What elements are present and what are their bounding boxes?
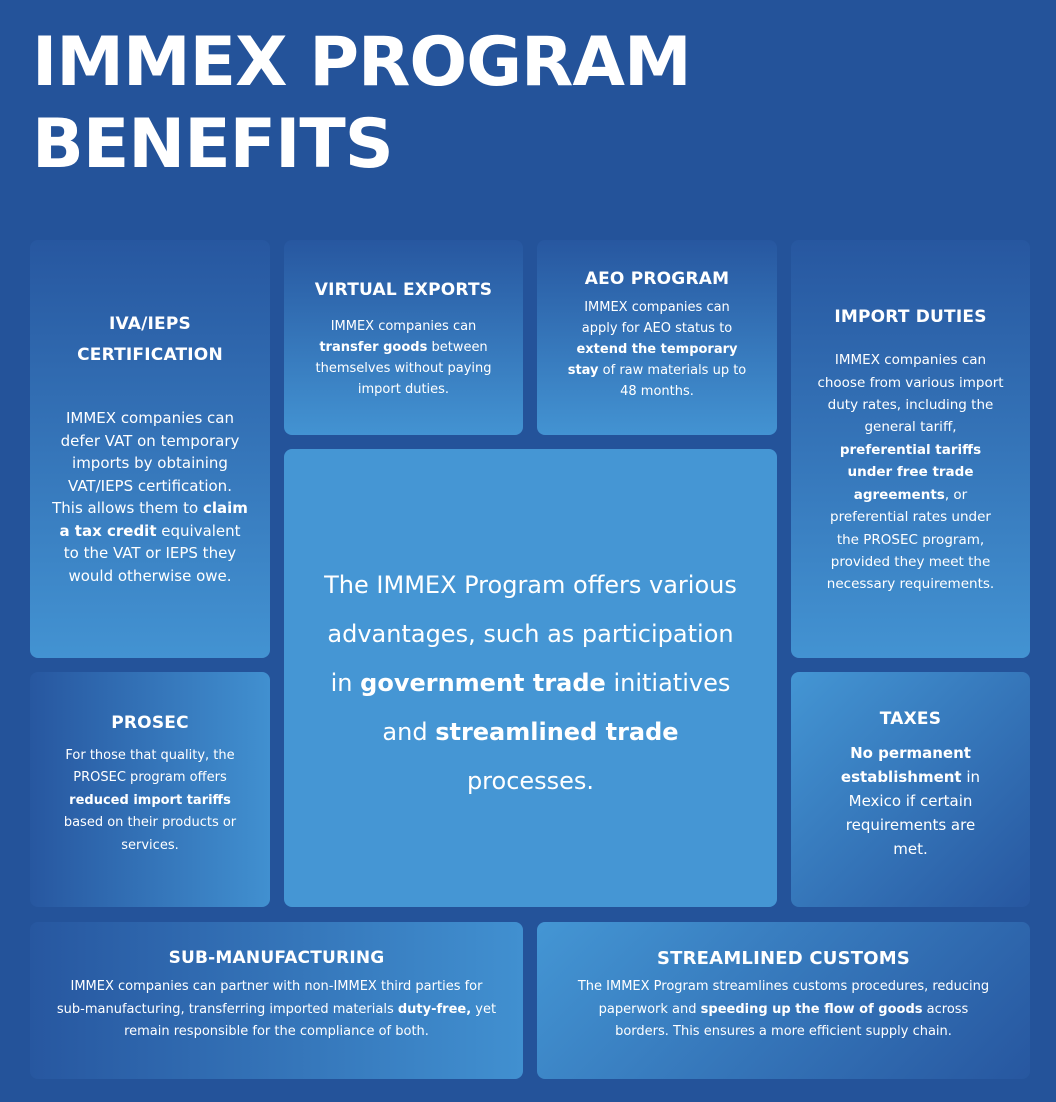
center-summary-text: The IMMEX Program offers various advantages, such as participation in government trade initiatives and streamlined trade processes. xyxy=(324,570,737,795)
card-title: IMPORT DUTIES xyxy=(834,307,987,328)
card-title: AEO PROGRAM xyxy=(584,268,730,289)
card-taxes xyxy=(791,672,1030,907)
card-title: IVA/IEPS CERTIFICATION xyxy=(77,314,223,365)
card-title: VIRTUAL EXPORTS xyxy=(314,280,493,300)
card-iva-ieps xyxy=(30,240,270,658)
card-body: IMMEX companies can transfer goods between themselves without paying import duties. xyxy=(315,319,492,397)
card-streamlined-customs xyxy=(537,922,1030,1079)
card-title: TAXES xyxy=(879,709,942,729)
card-sub-manufacturing xyxy=(30,922,523,1079)
card-body: No permanent establishment in Mexico if certain requirements are met. xyxy=(840,744,981,858)
card-aeo-program xyxy=(537,240,777,435)
card-body: IMMEX companies can apply for AEO status to extend the temporary stay of raw materials up to 48 months. xyxy=(567,299,747,399)
card-body: IMMEX companies can choose from various import duty rates, including the general tariff, preferential tariffs under free trade agreements, or preferential rates under the PROSEC program, provided they meet the necessary requirements. xyxy=(817,352,1004,593)
card-title: STREAMLINED CUSTOMS xyxy=(656,948,911,970)
page-title-line2: BENEFITS xyxy=(32,105,393,184)
card-import-duties xyxy=(791,240,1030,658)
card-body: IMMEX companies can partner with non-IMMEX third parties for sub-manufacturing, transferring imported materials duty-free, yet remain responsible for the compliance of both. xyxy=(56,979,497,1040)
card-title: PROSEC xyxy=(111,712,189,733)
page-title xyxy=(32,22,691,186)
card-center-summary xyxy=(284,449,777,907)
card-body: The IMMEX Program streamlines customs procedures, reducing paperwork and speeding up the flow of goods across borders. This ensures a more efficient supply chain. xyxy=(577,979,990,1040)
card-virtual-exports xyxy=(284,240,523,435)
card-title: SUB-MANUFACTURING xyxy=(168,948,385,969)
page-title-line1: IMMEX PROGRAM xyxy=(32,23,691,102)
card-prosec xyxy=(30,672,270,907)
card-body: IMMEX companies can defer VAT on temporary imports by obtaining VAT/IEPS certification. This allows them to claim a tax credit equivalent to the VAT or IEPS they would otherwise owe. xyxy=(52,409,248,585)
card-body: For those that quality, the PROSEC program offers reduced import tariffs based on their products or services. xyxy=(63,747,237,853)
